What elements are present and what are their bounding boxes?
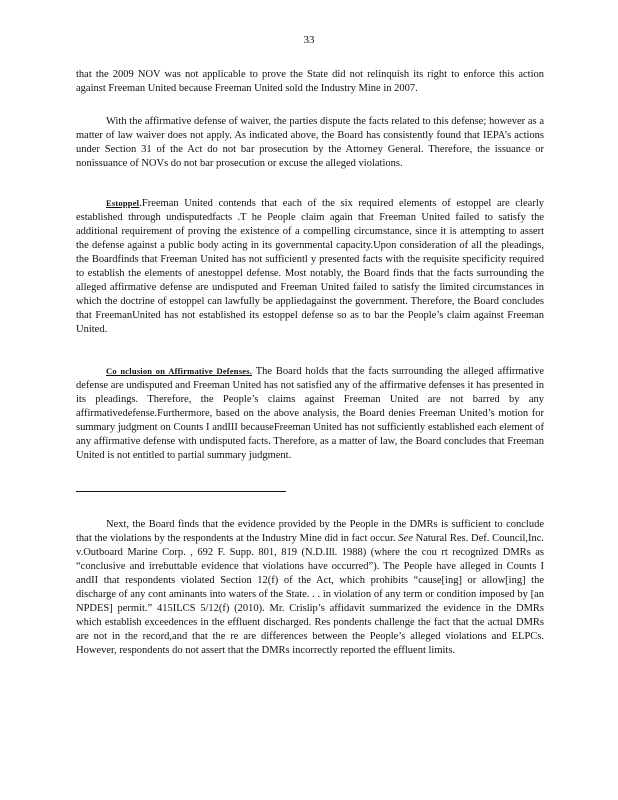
paragraph-estoppel [76, 196, 544, 337]
paragraph-conclusion-affirmative-defenses [76, 364, 544, 463]
paragraph-summary-judgment-text-b: Natural Res. Def. Council,Inc. v.Outboard Marine Corp. , 692 F. Supp. 801, 819 (N.D.Ill. 1988) (where the cou rt recognized DMRs as “conclusive and irrebuttable evidence that violations have occurred”). The People have alleged in Counts I andII that respondents violated Section 12(f) of the Act, which prohibits “cause[ing] or allow[ing] the discharge of any cont aminants into waters of the State. . . in violation of any term or condition imposed by [an NPDES] permit.” 415ILCS 5/12(f) (2010). Mr. Crislip’s affidavit summarized the evidence in the DMRs which establish exceedences in the effluent discharged. Res pondents challenge the fact that the actual DMRs are not in the record,and that the re are differences between the People’s alleged violations and ELPCs. However, respondents do not assert that the DMRs incorrectly reported the effluent limits. [76, 533, 545, 656]
paragraph-conclusion-text: The Board holds that the facts surrounding the alleged affirmative defense are undisputed and Freeman United has not satisfied any of the affirmative defenses it has presented in its pleadings. Therefore, the People’s claims against Freeman United are not barred by any affirmativedefense.Furthermore, based on the above analysis, the Board denies Freeman United’s motion for summary judgment on Counts I andIII becauseFreeman United has not sufficiently established each element of any affirmative defense with undisputed facts. Therefore, as a matter of law, the Board concludes that Freeman United is not entitled to partial summary judgment. [76, 366, 544, 461]
section-heading-summary-judgment [76, 490, 286, 492]
paragraph-waiver-defense-text: With the affirmative defense of waiver, the parties dispute the facts related to this defense; however as a matter of law waiver does not apply. As indicated above, the Board has consistently found that IEPA’s actions under Section 31 of the Act do not bar prosecution by the Attorney General. Therefore, the issuance or nonissuance of NOVs do not bar prosecution or excuse the alleged violations. [76, 116, 544, 169]
paragraph-estoppel-text: .Freeman United contends that each of the six required elements of estoppel are clearly established through undisputedfacts .T he People claim again that Freeman United failed to satisfy the additional requirement of proving the existence of a compelling circumstance, since it is attempting to assert the defense against a public body acting in its governmental capacity.Upon consideration of all the pleadings, the Boardfinds that Freeman United has not sufficientl y presented facts with the requisite specificity required to establish the elements of anestoppel defense. Most notably, the Board finds that the facts surrounding the alleged affirmative defense are undisputed and Freeman United failed to satisfy the limited circumstances in which the doctrine of estoppel can lawfully be appliedagainst the government. Therefore, the Board concludes that FreemanUnited has not established its estoppel defense so as to bar the People’s claim against Freeman United. [76, 198, 544, 335]
paragraph-summary-judgment [76, 518, 544, 658]
paragraph-waiver-defense [76, 115, 544, 171]
conclusion-heading: Co nclusion on Affirmative Defenses. [106, 366, 253, 376]
estoppel-heading: Estoppel [106, 198, 140, 208]
paragraph-waiver-conclusion: that the 2009 NOV was not applicable to prove the State did not relinquish its right to enforce this action against Freeman United because Freeman United sold the Industry Mine in 2007. [76, 69, 544, 94]
page-number: 33 [303, 34, 315, 46]
see-signal: See [398, 533, 413, 544]
paragraph-summary-judgment-text-a: Next, the Board finds that the evidence provided by the People in the DMRs is sufficient to conclude that the violations by the respondents at the Industry Mine did in fact occur. [76, 519, 544, 544]
